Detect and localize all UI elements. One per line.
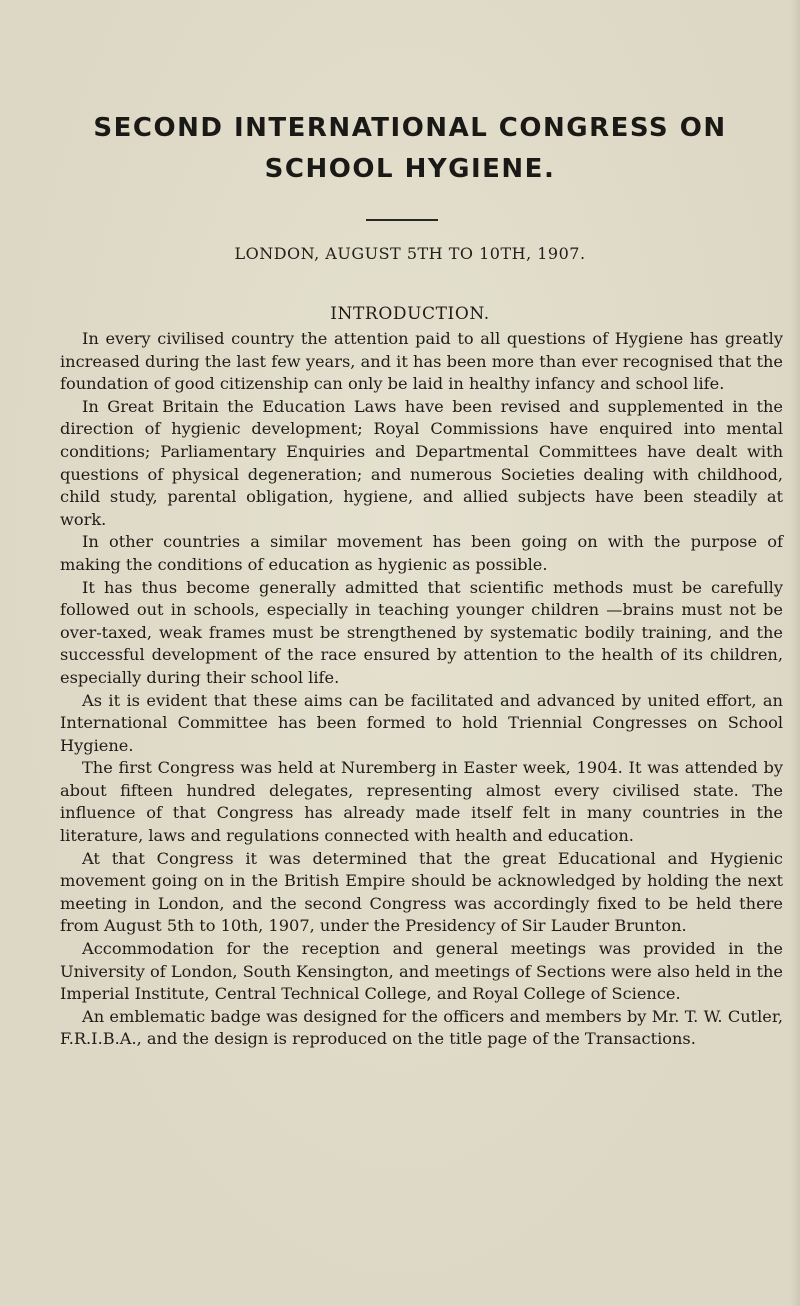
page-edge-shadow <box>790 0 800 1306</box>
paragraph-8: Accommodation for the reception and general meetings was provided in the University of London, South Kensington, and meetings of Sections were also held in the Imperial Institute, Central Technical College, and Royal College of Science. <box>60 939 783 1004</box>
title-divider <box>366 219 438 221</box>
body-text <box>60 328 783 1051</box>
paragraph-5: As it is evident that these aims can be facilitated and advanced by united effort, an International Committee has been formed to hold Triennial Congresses on School Hygiene. <box>60 690 783 755</box>
section-heading: INTRODUCTION. <box>330 304 490 324</box>
paragraph-1: In every civilised country the attention paid to all questions of Hygiene has greatly increased during the last few years, and it has been more than ever recognised that the foundation of good citizenship can only be laid in healthy infancy and school life. <box>60 329 783 394</box>
paragraph-4: It has thus become generally admitted that scientific methods must be carefully followed out in schools, especially in teaching younger children —brains must not be over-taxed, weak frames must be strengthened by systematic bodily training, and the successful development of the race ensured by attention to the health of its children, especially during their school life. <box>60 577 783 687</box>
dateline: LONDON, AUGUST 5TH TO 10TH, 1907. <box>234 244 586 263</box>
paragraph-6: The first Congress was held at Nuremberg in Easter week, 1904. It was attended by about fifteen hundred delegates, representing almost every civilised state. The influence of that Congress has already made itself felt in many countries in the literature, laws and regulations connected with health and education. <box>60 758 783 846</box>
title-line-1: SECOND INTERNATIONAL CONGRESS ON <box>93 113 727 143</box>
paragraph-2: In Great Britain the Education Laws have been revised and supplemented in the direction of hygienic development; Royal Commissions have enquired into mental conditions; Parliamentary Enquiries and Departmental Committees have dealt with questions of physical degeneration; and numerous Societies dealing with childhood, child study, parental obligation, hygiene, and allied subjects have been steadily at work. <box>60 396 783 529</box>
paragraph-9: An emblematic badge was designed for the officers and members by Mr. T. W. Cutler, F.R.I.B.A., and the design is reproduced on the title page of the Transactions. <box>60 1006 783 1049</box>
title-line-2: SCHOOL HYGIENE. <box>264 154 556 184</box>
paragraph-7: At that Congress it was determined that the great Educational and Hygienic movement going on in the British Empire should be acknowledged by holding the next meeting in London, and the second Congress was accordingly fixed to be held there from August 5th to 10th, 1907, under the Presidency of Sir Lauder Brunton. <box>60 848 783 936</box>
paragraph-3: In other countries a similar movement has been going on with the purpose of making the conditions of education as hygienic as possible. <box>60 532 783 574</box>
